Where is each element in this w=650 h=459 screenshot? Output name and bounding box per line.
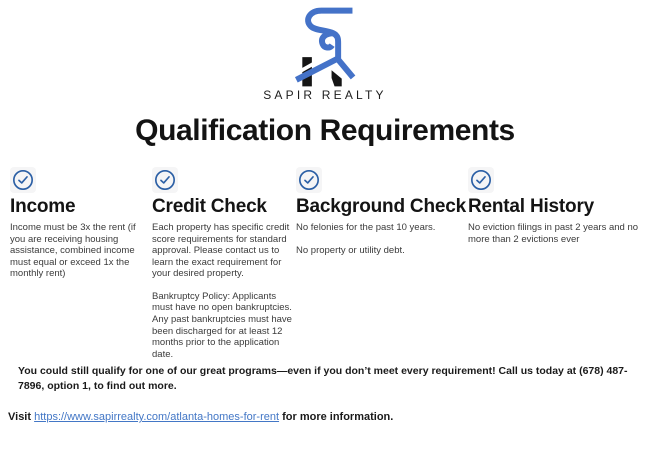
- footer-prefix: Visit: [8, 411, 35, 423]
- column-heading: Rental History: [468, 196, 595, 217]
- column-paragraph: Income must be 3x the rent (if you are receiving housing assistance, combined income must equal or exceed 1x the monthly rent): [10, 221, 136, 280]
- sapir-realty-logo-icon: [293, 7, 357, 87]
- column-heading: Background Check: [296, 196, 466, 217]
- requirements-columns: [0, 167, 650, 371]
- brand-name: SAPIR REALTY: [263, 88, 387, 102]
- page-title: Qualification Requirements: [135, 114, 515, 147]
- column-paragraph: No property or utility debt.: [296, 244, 405, 256]
- column-income: [10, 167, 152, 371]
- column-heading: Credit Check: [152, 196, 267, 217]
- column-paragraph: Each property has specific credit score requirements for standard approval. Please contact us to learn the exact requirement for your desired property.: [152, 221, 290, 280]
- column-background-check: [296, 167, 468, 371]
- column-paragraph: Bankruptcy Policy: Applicants must have no open bankruptcies. Any past bankruptcies must have been discharged for at least 12 months prior to the application date.: [152, 290, 292, 360]
- footer-suffix: for more information.: [279, 411, 394, 423]
- column-credit-check: [152, 167, 296, 371]
- column-paragraph: No eviction filings in past 2 years and no more than 2 evictions ever: [468, 221, 639, 245]
- callout-text: You could still qualify for one of our great programs—even if you don’t meet every requirement! Call us today at (678) 487-7896, option 1, to find out more.: [18, 365, 628, 392]
- check-circle-icon: [296, 167, 322, 193]
- column-heading: Income: [10, 196, 76, 217]
- column-paragraph: No felonies for the past 10 years.: [296, 221, 436, 233]
- footer-text: [8, 411, 393, 423]
- check-circle-icon: [10, 167, 36, 193]
- header: [0, 0, 650, 102]
- check-circle-icon: [468, 167, 494, 193]
- footer-link[interactable]: https://www.sapirrealty.com/atlanta-homes-for-rent: [34, 411, 280, 423]
- check-circle-icon: [152, 167, 178, 193]
- column-rental-history: [468, 167, 644, 371]
